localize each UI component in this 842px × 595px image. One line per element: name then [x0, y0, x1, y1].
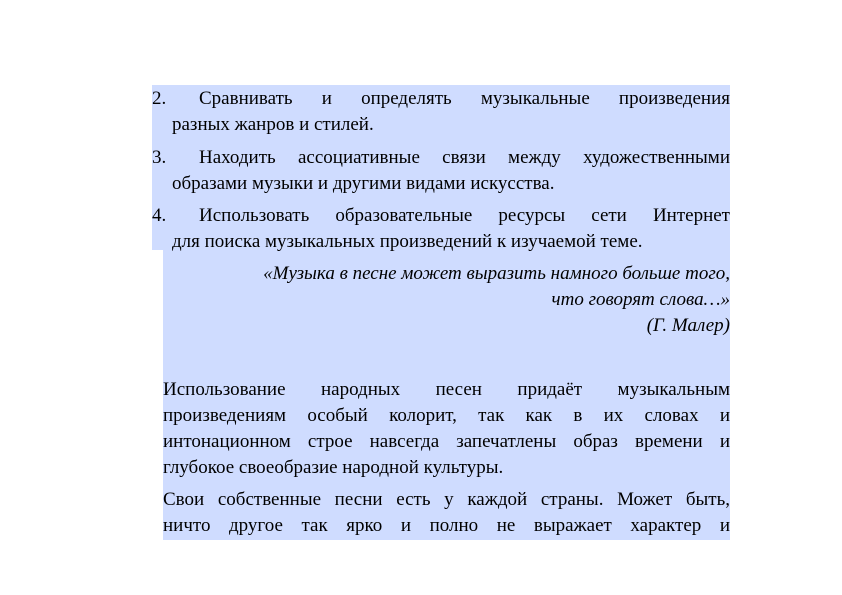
paragraph-line: глубокое своеобразие народной культуры.	[163, 457, 504, 478]
list-item-text: Сравнивать и определять музыкальные произведения	[199, 88, 730, 109]
quote-line: «Музыка в песне может выразить намного больше того,	[263, 263, 730, 284]
list-item-number: 4.	[152, 205, 167, 226]
list-item-text: Находить ассоциативные связи между художественными	[199, 147, 730, 168]
paragraph-line: ничто другое так ярко и полно не выражает характер и	[163, 515, 730, 536]
paragraph-own-songs	[163, 487, 730, 539]
quote-author: (Г. Малер)	[646, 315, 730, 336]
list-item-text-continued: разных жанров и стилей.	[172, 114, 374, 135]
list-item-number: 3.	[152, 147, 167, 168]
paragraph-line: Свои собственные песни есть у каждой страны. Может быть,	[163, 489, 730, 510]
list-item	[152, 203, 730, 255]
paragraph-line: произведениям особый колорит, так как в их словах и	[163, 405, 730, 426]
quote-line: что говорят слова…»	[551, 289, 730, 310]
epigraph-quote	[163, 261, 730, 339]
paragraph-line: Использование народных песен придаёт музыкальным	[163, 379, 730, 400]
list-item-text-continued: для поиска музыкальных произведений к изучаемой теме.	[172, 231, 643, 252]
paragraph-line: интонационном строе навсегда запечатлены образ времени и	[163, 431, 730, 452]
list-item-text-continued: образами музыки и другими видами искусства.	[172, 173, 555, 194]
list-item	[152, 145, 730, 197]
list-item-number: 2.	[152, 88, 167, 109]
list-item	[152, 86, 730, 138]
paragraph-folk-songs	[163, 377, 730, 481]
list-item-text: Использовать образовательные ресурсы сети Интернет	[199, 205, 730, 226]
